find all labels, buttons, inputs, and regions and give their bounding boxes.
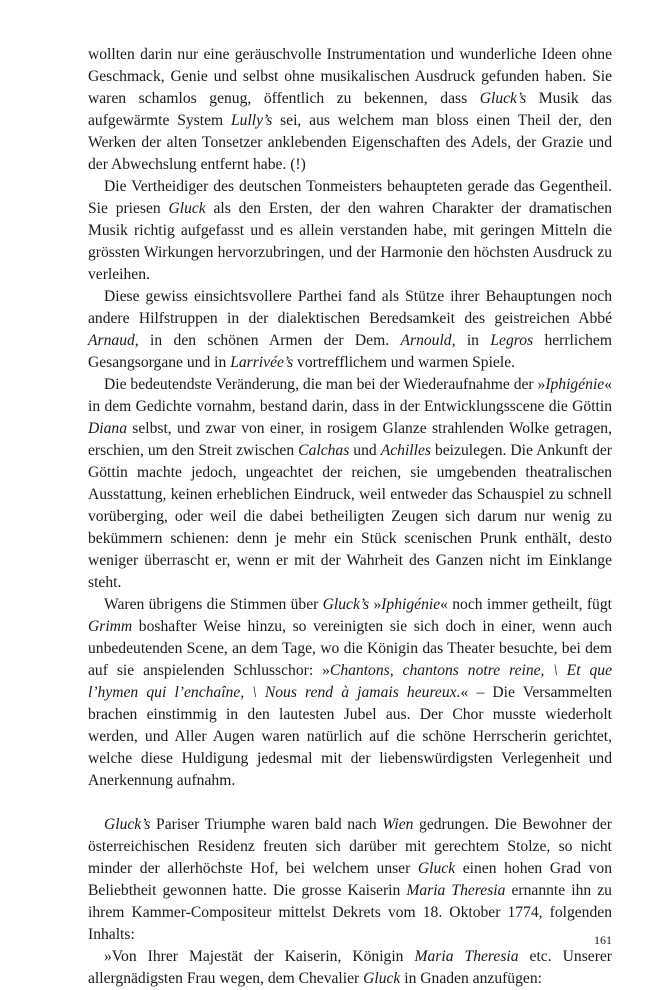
- text-run: « – Die Versammelten brachen einstimmig in den lautesten Jubel aus. Der Chor musste wiederholt werden, und Aller Augen waren natürlich auf die schöne Herrscherin gerichtet, welche diese Huldigung jedesmal mit der liebenswürdigsten Verlegenheit und Anerkennung aufnahm.: [88, 684, 612, 789]
- italic-text: Legros: [490, 332, 534, 349]
- page-number: 161: [594, 933, 612, 947]
- text-run: als den Ersten, der den wahren Charakter der dramatischen Musik richtig aufgefasst und es allein verstanden habe, mit geringen Mitteln die grössten Wirkungen hervorzubringen, und der Harmonie den höchsten Ausdruck zu verleihen.: [88, 200, 612, 283]
- italic-text: Gluck: [363, 970, 401, 987]
- text-run: »Von Ihrer Majestät der Kaiserin, Königin: [104, 948, 415, 965]
- text-run: « in dem Gedichte vornahm, bestand darin, dass in der Entwicklungsscene die Göttin: [88, 376, 612, 415]
- text-run: beizulegen. Die Ankunft der Göttin machte jedoch, ungeachtet der reichen, sie umgebenden theatralischen Ausstattung, keinen erheblichen Eindruck, weil entweder das Schauspiel zu schnell vorüberging, oder weil die dabei betheiligten Zeugen sich darum nur wenig zu bekümmern schienen: denn je mehr ein Stück scenischen Prunk enthält, desto weniger überrascht er, wenn er mit der Wahrheit des Ganzen nicht im Einklange steht.: [88, 442, 612, 591]
- italic-text: Wien: [382, 816, 414, 833]
- paragraph: [88, 594, 612, 792]
- text-flow: [88, 44, 612, 990]
- text-run: in den schönen Armen der Dem.: [138, 332, 401, 349]
- text-run: boshafter Weise hinzu, so vereinigten sie sich doch in einer, wenn auch unbedeutenden Scene, an dem Tage, wo die Königin das Theater besuchte, bei dem auf sie anspielenden Schlusschor: »: [88, 618, 612, 679]
- text-run: etc. Unserer allergnädigsten Frau wegen, dem Chevalier: [88, 948, 612, 987]
- italic-text: Grimm: [88, 618, 133, 635]
- text-run: selbst, und zwar von einer, in rosigem Glanze strahlenden Wolke getragen, erschien, um den Streit zwischen: [88, 420, 612, 459]
- italic-text: Arnaud,: [88, 332, 139, 349]
- italic-text: Larrivée’s: [230, 354, 294, 371]
- italic-text: Gluck’s: [104, 816, 151, 833]
- italic-text: Gluck: [168, 200, 206, 217]
- italic-text: Maria Theresia: [406, 882, 506, 899]
- text-run: « noch immer getheilt, fügt: [440, 596, 612, 613]
- text-run: Diese gewiss einsichtsvollere Parthei fand als Stütze ihrer Behauptungen noch andere Hilfstruppen in der dialektischen Beredsamkeit des geistreichen Abbé: [88, 288, 612, 327]
- text-run: sei, aus welchem man bloss einen Theil der, den Werken der alten Tonsetzer anklebenden Eigenschaften des Adels, der Grazie und der Abwechslung entfernt habe. (!): [88, 112, 612, 173]
- text-run: gedrungen. Die Bewohner der österreichischen Residenz freuten sich darüber mit gerechtem Stolze, so nicht minder der allerhöchste Hof, bei welchem unser: [88, 816, 612, 877]
- italic-text: Calchas: [298, 442, 350, 459]
- text-run: in Gnaden anzufügen:: [400, 970, 542, 987]
- italic-text: Iphigénie: [381, 596, 441, 613]
- text-run: ernannte ihn zu ihrem Kammer-Compositeur mittelst Dekrets vom 18. Oktober 1774, folgenden Inhalts:: [88, 882, 612, 943]
- paragraph: [88, 44, 612, 176]
- page-body: [88, 44, 612, 990]
- paragraph: [88, 374, 612, 594]
- text-run: Pariser Triumphe waren bald nach: [150, 816, 383, 833]
- text-run: einen hohen Grad von Beliebtheit gewonnen hatte. Die grosse Kaiserin: [88, 860, 612, 899]
- italic-text: Chantons, chantons notre reine, \ Et que l’hymen qui l’enchaîne, \ Nous rend à jamais heureux.: [88, 662, 612, 701]
- paragraph: [88, 814, 612, 946]
- text-run: herrlichem Gesangsorgane und in: [88, 332, 612, 371]
- text-run: Die Vertheidiger des deutschen Tonmeisters behaupteten gerade das Gegentheil. Sie priesen: [88, 178, 612, 217]
- text-run: wollten darin nur eine geräuschvolle Instrumentation und wunderliche Ideen ohne Geschmack, Genie und selbst ohne musikalischen Ausdruck gefunden haben. Sie waren schamlos genug, öffentlich zu bekennen, dass: [88, 46, 612, 107]
- italic-text: Lully’s: [230, 112, 273, 129]
- italic-text: Diana: [88, 420, 127, 437]
- italic-text: Maria Theresia: [414, 948, 519, 965]
- text-run: Musik das aufgewärmte System: [88, 90, 612, 129]
- italic-text: Gluck’s: [322, 596, 370, 613]
- text-run: »: [369, 596, 382, 613]
- italic-text: Arnould,: [400, 332, 456, 349]
- paragraph: [88, 176, 612, 286]
- italic-text: Iphigénie: [545, 376, 605, 393]
- text-run: in: [455, 332, 491, 349]
- italic-text: Gluck’s: [479, 90, 527, 107]
- italic-text: Achilles: [380, 442, 431, 459]
- paragraph: [88, 946, 612, 990]
- text-run: Die bedeutendste Veränderung, die man bei der Wiederaufnahme der »: [104, 376, 546, 393]
- italic-text: Gluck: [417, 860, 456, 877]
- text-run: vortrefflichem und warmen Spiele.: [293, 354, 516, 371]
- paragraph: [88, 286, 612, 374]
- text-run: und: [349, 442, 381, 459]
- text-run: Waren übrigens die Stimmen über: [104, 596, 323, 613]
